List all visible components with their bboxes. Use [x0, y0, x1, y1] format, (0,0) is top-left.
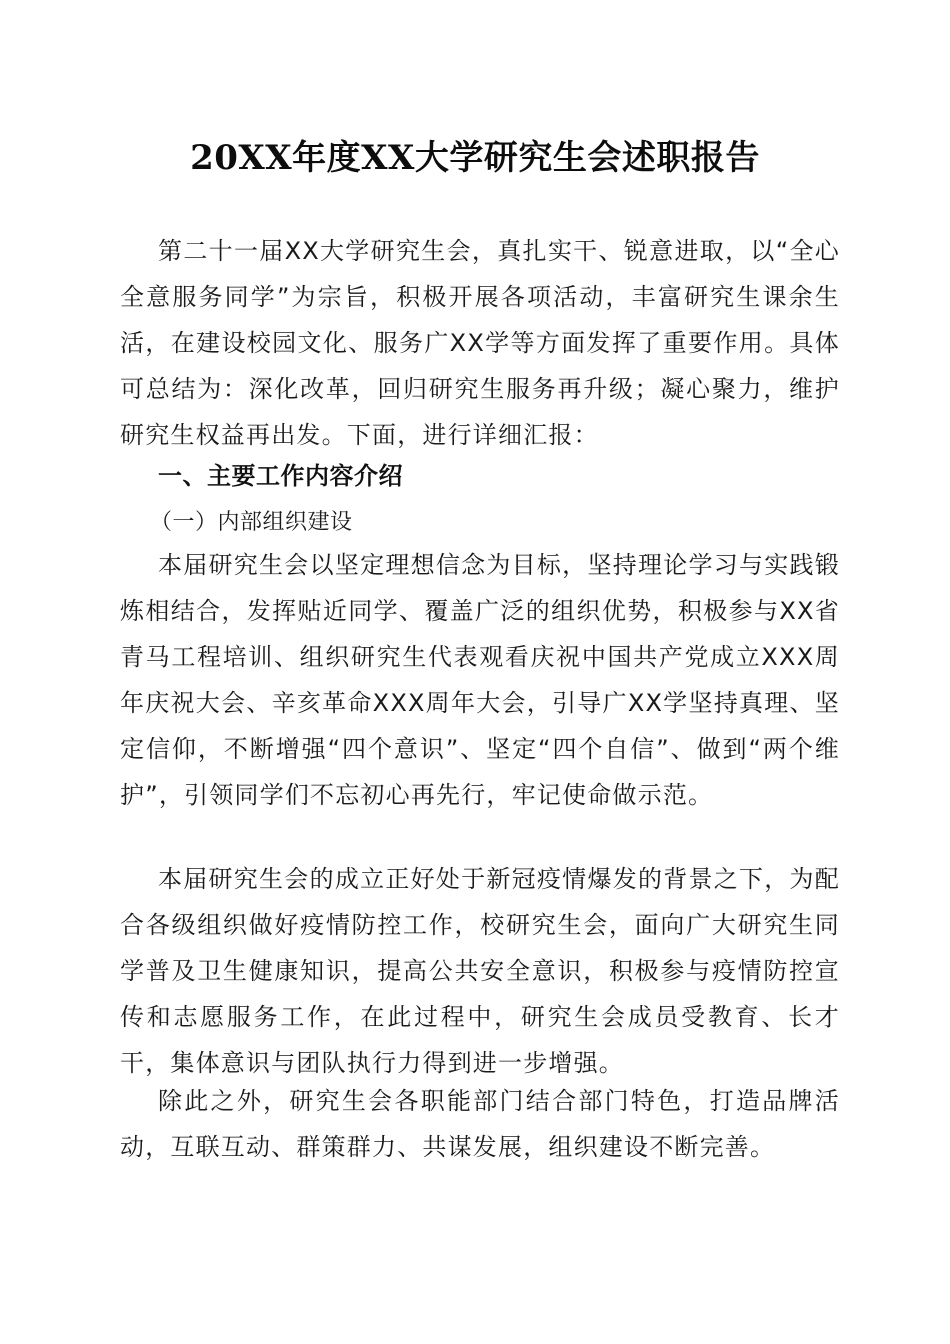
intro-block: [120, 228, 840, 458]
subsection-heading: （一）内部组织建设: [150, 510, 353, 535]
body-paragraph-1: 本届研究生会以坚定理想信念为目标，坚持理论学习与实践锻炼相结合，发挥贴近同学、覆盖广泛的组织优势，积极参与XX省青马工程培训、组织研究生代表观看庆祝中国共产党成立XXX周年庆祝大会、辛亥革命XXX周年大会，引导广XX学坚持真理、坚定信仰，不断增强“四个意识”、坚定“四个自信”、做到“两个维护”，引领同学们不忘初心再先行，牢记使命做示范。: [120, 551, 840, 809]
body-paragraph-3: 除此之外，研究生会各职能部门结合部门特色，打造品牌活动，互联互动、群策群力、共谋发展，组织建设不断完善。: [120, 1087, 840, 1161]
subsection-body-2: [120, 856, 840, 1086]
body-paragraph-2: 本届研究生会的成立正好处于新冠疫情爆发的背景之下，为配合各级组织做好疫情防控工作，校研究生会，面向广大研究生同学普及卫生健康知识，提高公共安全意识，积极参与疫情防控宣传和志愿服务工作，在此过程中，研究生会成员受教育、长才干，集体意识与团队执行力得到进一步增强。: [120, 865, 840, 1077]
document-title: 20XX年度XX大学研究生会述职报告: [190, 138, 760, 178]
section-heading: 一、主要工作内容介绍: [158, 462, 403, 490]
intro-paragraph: 第二十一届XX大学研究生会，真扎实干、锐意进取，以“全心全意服务同学”为宗旨，积极开展各项活动，丰富研究生课余生活，在建设校园文化、服务广XX学等方面发挥了重要作用。具体可总结为：深化改革，回归研究生服务再升级；凝心聚力，维护研究生权益再出发。下面，进行详细汇报：: [120, 237, 840, 449]
subsection-body: [120, 542, 840, 818]
subsection-body-3: [120, 1078, 840, 1170]
